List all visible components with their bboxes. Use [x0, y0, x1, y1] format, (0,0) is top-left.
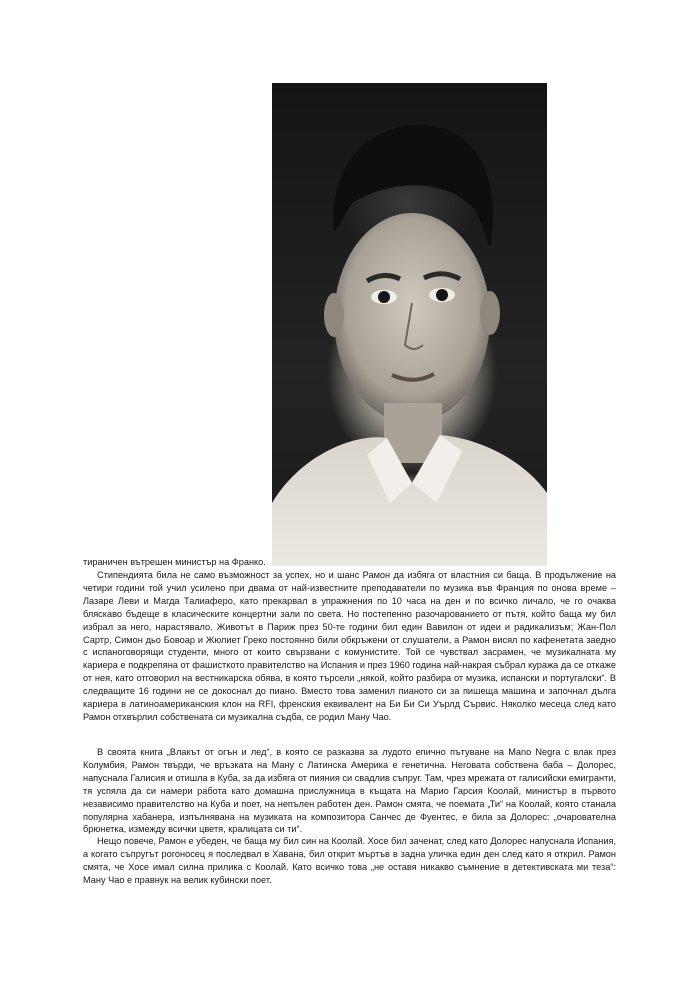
portrait-illustration — [272, 83, 547, 566]
portrait-photo — [272, 83, 547, 566]
paragraph-0: тираничен вътрешен министър на Франко. — [83, 557, 266, 567]
paragraph-1: Стипендията била не само възможност за успех, но и шанс Рамон да избяга от властния си баща. В продължение на четири години той учил усилено при двама от най-известните преподаватели по музика във Франция по онова време – Лазаре Леви и Магда Талиаферо, като прекарвал в упражнения по 10 часа на ден и по всичко личало, че го очаква бляскаво бъдеще в класическите концертни зали по света. Но постепенно разочарованието от пътя, който баща му бил избрал за него, нарастявало. Животът в Париж през 50-те години бил един Вавилон от идеи и радикализъм; Жан-Пол Сартр, Симон дьо Бовоар и Жюлиет Греко постоянно били обкръжени от слушатели, а Рамон висял по кафенетата заедно с испаноговорящи студенти, много от които свързвани с комунистите. Той се чувствал засрамен, че музикалната му кариера е подкрепяна от фашисткото правителство на Испания и през 1960 година най-накрая събрал куража да се откаже от нея, като отговорил на вестникарска обява, в която търсели „някой, който разбира от музика, испански и португалски“. В следващите 16 години не се докоснал до пиано. Вместо това заменил пианото си за пишеща машина и започнал дълга кариера в латиноамериканския клон на RFI, френския еквивалент на Би Би Си Уърлд Сървис. Няколко месеца след като Рамон отхвърлил собствената си музикална съдба, се родил Ману Чао. — [83, 570, 616, 722]
paragraph-3: Нещо повече, Рамон е убеден, че баща му бил син на Коолай. Хосе бил заченат, след като Долорес напуснала Испания, а когато съпругът рогоносец я последвал в Хавана, бил открит мъртъв в задна уличка един ден след като я открил. Рамон смята, че Хосе имал силна прилика с Коолай. Като всичко това „не оставя никакво съмнение в детективската ми теза“: Ману Чао е правнук на велик кубински поет. — [83, 836, 616, 885]
paragraph-2: В своята книга „Влакът от огън и лед“, в която се разказва за лудото епично пътуване на Mano Negra с влак през Колумбия, Рамон твърди, че връзката на Ману с Латинска Америка е генетична. Неговата собствена баба – Долорес, напуснала Галисия и отишла в Куба, за да избяга от пияния си свадлив съпруг. Там, чрез мрежата от галисийски емигранти, тя успяла да си намери работа като домашна прислужница в къщата на Марио Гарсия Коолай, министър в първото независимо правителство на Куба и поет, на непълен работен ден. Рамон смята, че поемата „Ти“ на Коолай, която станала популярна хабанера, изпълнявана на музиката на композитора Санчес де Фуентес, е била за Долорес: „очарователна брюнетка, измежду всички цветя, кралицата си ти“. — [83, 747, 616, 835]
